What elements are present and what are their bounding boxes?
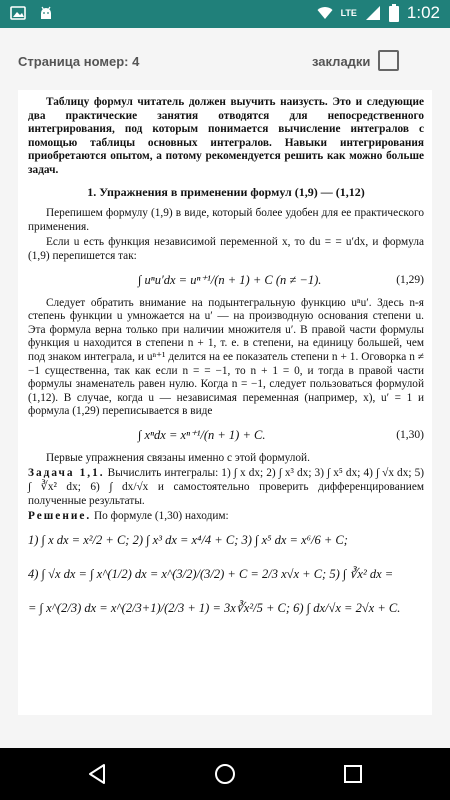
page-toolbar	[0, 28, 450, 90]
intro-paragraph: Таблицу формул читатель должен выучить наизусть. Это и следующие два практические занятия отводятся для непосредственного интегрирования, под которым понимается вычисление интегралов с помощью таблицы основных интегралов. Навыки интегрирования приобретаются опытом, а потому рекомендуется решить как можно больше задач.	[28, 96, 424, 176]
battery-icon	[389, 4, 399, 22]
bookmark-checkbox[interactable]	[378, 50, 399, 71]
solution-text: По формуле (1,30) находим:	[94, 510, 229, 523]
home-icon[interactable]	[213, 762, 237, 786]
formula-1-29-number: (1,29)	[396, 273, 424, 286]
paragraph-4: Первые упражнения связаны именно с этой формулой.	[46, 451, 310, 464]
bookmarks-label: закладки	[312, 54, 371, 69]
recents-icon[interactable]	[341, 762, 365, 786]
clock: 1:02	[406, 3, 440, 22]
status-bar	[0, 0, 450, 28]
solution-line-2: 4) ∫ √x dx = ∫ x^(1/2) dx = x^(3/2)/(3/2) + C = 2/3 x√x + C; 5) ∫ ∛x² dx =	[28, 567, 394, 582]
formula-1-29	[28, 266, 424, 296]
navigation-bar	[0, 748, 450, 800]
task-1-1	[28, 467, 424, 508]
task-text: Вычислить интегралы: 1) ∫ x dx; 2) ∫ x³ dx; 3) ∫ x⁵ dx; 4) ∫ √x dx; 5) ∫ ∛x² dx; 6) ∫ dx/√x и самостоятельно проверить дифференцированием полученные результаты.	[28, 467, 424, 507]
back-icon[interactable]	[86, 762, 110, 786]
solution-line-3: = ∫ x^(2/3) dx = x^(2/3+1)/(2/3 + 1) = 3x∛x²/5 + C; 6) ∫ dx/√x = 2√x + C.	[28, 601, 401, 616]
task-label: Задача 1,1.	[28, 467, 105, 480]
book-page[interactable]	[18, 90, 432, 715]
formula-1-30-number: (1,30)	[396, 429, 424, 442]
paragraph-3: Следует обратить внимание на подынтегральную функцию uⁿu′. Здесь n-я степень функции u умножается на u′ — на производную основания степени u. Эта формула верна только при наличии множителя u′. В правой части формулы функция u находится в степени n + 1, т. е. в степени, на единицу большей, чем под знаком интеграла, и uⁿ⁺¹ делится на ее показатель степени n + 1. Оговорка n ≠ −1 существенна, так как если n = = −1, то n + 1 = 0, и тогда в правой части формулы знаменатель равен нулю. Когда n = −1, следует пользоваться формулой (1,12). В случае, когда u — независимая переменная (например, x), u′ = 1 и формула (1,29) переписывается в виде	[28, 296, 424, 418]
formula-1-30-expression: ∫ xⁿdx = xⁿ⁺¹/(n + 1) + C.	[138, 428, 266, 443]
solution-label: Решение.	[28, 510, 92, 523]
formula-1-30	[28, 421, 424, 451]
formula-1-29-expression: ∫ uⁿu′dx = uⁿ⁺¹/(n + 1) + C (n ≠ −1).	[138, 272, 322, 287]
page-number-label: Страница номер: 4	[18, 54, 140, 69]
image-notification-icon	[10, 5, 26, 21]
paragraph-2: Если u есть функция независимой переменной x, то du = = u′dx, и формула (1,9) перепишется так:	[28, 236, 424, 262]
paragraph-1: Перепишем формулу (1,9) в виде, который более удобен для ее практического применения.	[28, 207, 424, 233]
solution-heading	[28, 510, 424, 524]
network-type: LTE	[340, 8, 357, 18]
section-title: 1. Упражнения в применении формул (1,9) — (1,12)	[87, 184, 365, 199]
wifi-icon	[317, 5, 333, 21]
signal-icon	[365, 5, 381, 21]
android-notification-icon	[38, 5, 54, 21]
solution-line-1: 1) ∫ x dx = x²/2 + C; 2) ∫ x³ dx = x⁴/4 + C; 3) ∫ x⁵ dx = x⁶/6 + C;	[28, 533, 348, 548]
